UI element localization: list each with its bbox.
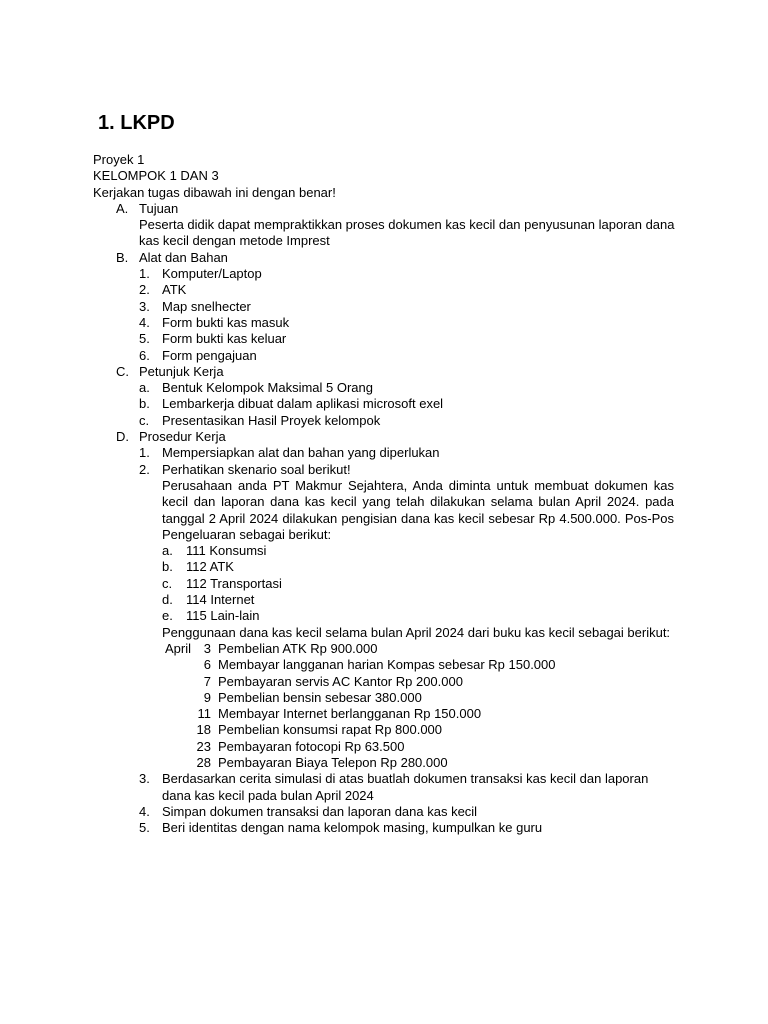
text-line: tanggal 2 April 2024 dilakukan pengisian dana kas kecil sebesar Rp 4.500.000. Pos-Pos — [162, 510, 674, 526]
list-text: Presentasikan Hasil Proyek kelompok — [162, 412, 381, 428]
list-text: Perhatikan skenario soal berikut! — [162, 461, 351, 477]
scenario-paragraph — [162, 478, 674, 543]
list-text: Mempersiapkan alat dan bahan yang diperlukan — [162, 445, 440, 461]
transaction-row — [93, 722, 683, 738]
list-marker: 1. — [139, 266, 150, 282]
section-b-header — [93, 250, 683, 266]
text-line: kas kecil dengan metode Imprest — [139, 233, 330, 249]
transaction-desc: Pembayaran fotocopi Rp 63.500 — [218, 738, 405, 754]
list-item — [93, 608, 683, 624]
transaction-row — [93, 674, 683, 690]
list-item — [93, 266, 683, 282]
list-item — [93, 576, 683, 592]
transaction-row — [93, 755, 683, 771]
list-marker: e. — [162, 608, 173, 624]
transaction-day: 18 — [196, 722, 211, 738]
section-marker: D. — [116, 429, 129, 445]
list-item — [93, 331, 683, 347]
section-c-header — [93, 364, 683, 380]
list-text: Bentuk Kelompok Maksimal 5 Orang — [162, 380, 373, 396]
section-title: Tujuan — [139, 200, 179, 216]
list-marker: c. — [162, 575, 173, 591]
list-marker: a. — [162, 543, 173, 559]
list-item — [93, 396, 683, 412]
list-item — [93, 299, 683, 315]
list-marker: 4. — [139, 314, 150, 330]
transaction-desc: Pembayaran Biaya Telepon Rp 280.000 — [218, 754, 448, 770]
list-item — [93, 380, 683, 396]
transaction-row — [93, 739, 683, 755]
list-marker: 5. — [139, 820, 150, 836]
transaction-row — [93, 641, 683, 657]
list-marker: 5. — [139, 331, 150, 347]
list-text: dana kas kecil pada bulan April 2024 — [162, 787, 374, 803]
transaction-day: 11 — [197, 706, 211, 722]
list-text: 114 Internet — [186, 592, 255, 608]
section-title: Petunjuk Kerja — [139, 363, 224, 379]
list-text: Form pengajuan — [162, 347, 257, 363]
transaction-row — [93, 706, 683, 722]
transaction-desc: Pembelian bensin sebesar 380.000 — [218, 689, 422, 705]
procedure-step — [93, 804, 683, 820]
transaction-day: 28 — [196, 754, 211, 770]
list-marker: a. — [139, 380, 150, 396]
text-line: Pengeluaran sebagai berikut: — [162, 526, 332, 542]
list-item — [93, 315, 683, 331]
text-line: Perusahaan anda PT Makmur Sejahtera, Anda diminta untuk membuat dokumen kas — [162, 477, 674, 493]
accounts-list — [93, 543, 683, 624]
instructions-list — [93, 380, 683, 429]
list-marker: 2. — [139, 461, 150, 477]
transactions-list — [93, 641, 683, 771]
list-text: Berdasarkan cerita simulasi di atas buatlah dokumen transaksi kas kecil dan laporan — [162, 771, 649, 787]
list-text: Simpan dokumen transaksi dan laporan dana kas kecil — [162, 803, 478, 819]
intro-group: KELOMPOK 1 DAN 3 — [93, 168, 219, 184]
transaction-day: 7 — [203, 673, 211, 689]
list-marker: b. — [162, 559, 173, 575]
list-marker: 1. — [139, 445, 150, 461]
list-item — [93, 413, 683, 429]
transaction-desc: Pembelian ATK Rp 900.000 — [218, 640, 378, 656]
list-marker: c. — [139, 412, 150, 428]
list-marker: 2. — [139, 282, 150, 298]
list-item — [93, 543, 683, 559]
section-marker: B. — [116, 249, 129, 265]
transaction-row — [93, 690, 683, 706]
transaction-desc: Membayar langganan harian Kompas sebesar Rp 150.000 — [218, 657, 556, 673]
procedure-step — [93, 462, 683, 478]
transaction-desc: Membayar Internet berlangganan Rp 150.000 — [218, 706, 482, 722]
transaction-day: 6 — [203, 657, 211, 673]
procedure-step-continued — [93, 788, 683, 804]
transaction-day: 3 — [203, 640, 211, 656]
text-line: Peserta didik dapat mempraktikkan proses dokumen kas kecil dan penyusunan laporan dana — [139, 217, 675, 233]
procedure-step — [93, 771, 683, 787]
transaction-desc: Pembelian konsumsi rapat Rp 800.000 — [218, 722, 443, 738]
list-text: Form bukti kas keluar — [162, 331, 287, 347]
list-marker: 3. — [139, 298, 150, 314]
list-text: Komputer/Laptop — [162, 266, 262, 282]
section-title: Prosedur Kerja — [139, 429, 226, 445]
list-text: ATK — [162, 282, 187, 298]
usage-intro — [93, 625, 683, 641]
list-marker: 3. — [139, 771, 150, 787]
document-heading: 1. LKPD — [98, 112, 175, 134]
list-text: Map snelhecter — [162, 298, 251, 314]
list-text: 112 Transportasi — [186, 575, 282, 591]
intro-project: Proyek 1 — [93, 152, 145, 167]
list-item — [93, 592, 683, 608]
list-text: 115 Lain-lain — [186, 608, 260, 624]
list-text: Form bukti kas masuk — [162, 314, 290, 330]
procedure-step — [93, 820, 683, 836]
list-text: 112 ATK — [186, 559, 234, 575]
section-marker: C. — [116, 363, 129, 379]
transaction-month: April — [165, 640, 192, 656]
text-line: kecil dan laporan dana kas kecil yang telah dilakukan selama bulan April 2024. pada — [162, 494, 674, 510]
list-item — [93, 348, 683, 364]
procedure-step — [93, 445, 683, 461]
list-text: 111 Konsumsi — [186, 543, 267, 559]
tools-list — [93, 266, 683, 364]
transaction-day: 9 — [203, 689, 211, 705]
document-body — [93, 152, 683, 836]
section-d-header — [93, 429, 683, 445]
list-marker: d. — [162, 592, 173, 608]
intro-instruction: Kerjakan tugas dibawah ini dengan benar! — [93, 184, 336, 200]
section-a-header — [93, 201, 683, 217]
transaction-desc: Pembayaran servis AC Kantor Rp 200.000 — [218, 673, 463, 689]
section-a-text — [139, 217, 683, 250]
list-item — [93, 559, 683, 575]
list-marker: 4. — [139, 803, 150, 819]
section-marker: A. — [116, 200, 129, 216]
list-marker: b. — [139, 396, 150, 412]
list-text: Beri identitas dengan nama kelompok masing, kumpulkan ke guru — [162, 820, 543, 836]
list-text: Lembarkerja dibuat dalam aplikasi microsoft exel — [162, 396, 444, 412]
list-marker: 6. — [139, 347, 150, 363]
section-title: Alat dan Bahan — [139, 249, 228, 265]
text-line: Penggunaan dana kas kecil selama bulan April 2024 dari buku kas kecil sebagai berikut: — [162, 624, 671, 640]
list-item — [93, 282, 683, 298]
transaction-row — [93, 657, 683, 673]
transaction-day: 23 — [196, 738, 211, 754]
